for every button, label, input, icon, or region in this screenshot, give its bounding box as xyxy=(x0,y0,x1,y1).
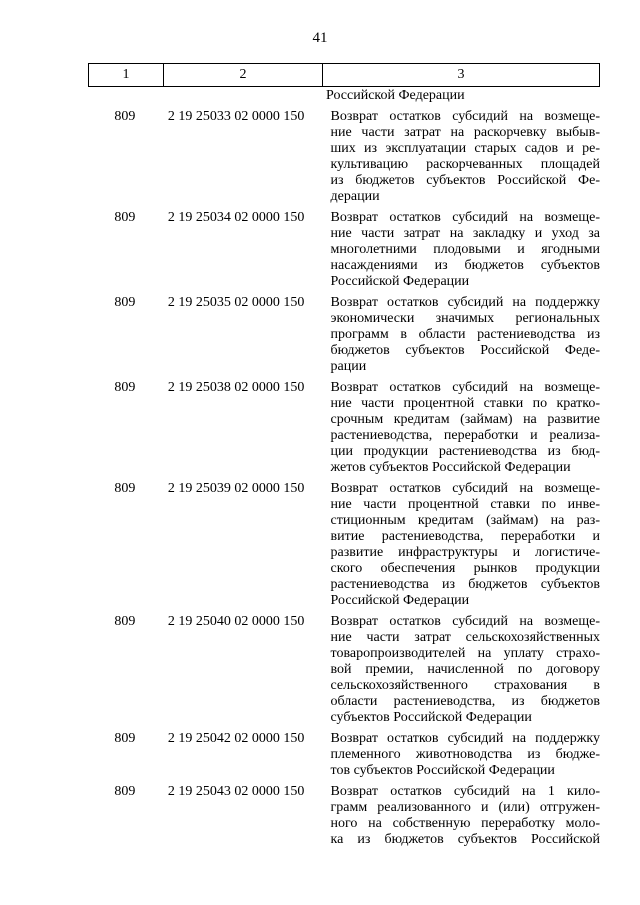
description-line: культивацию раскорчеванных площадей xyxy=(330,157,600,172)
budget-classification-code: 2 19 25038 02 0000 150 xyxy=(167,380,305,395)
admin-code: 809 xyxy=(114,380,136,395)
income-description xyxy=(331,481,600,609)
table-header xyxy=(88,63,600,87)
description-line: ние части затрат сельскохозяйственных xyxy=(330,630,600,645)
description-line: экономически значимых региональных xyxy=(330,311,600,326)
table-row xyxy=(88,731,600,779)
description-line: программ в области растениеводства из xyxy=(330,327,600,342)
income-description xyxy=(331,295,600,375)
description-line: Возврат остатков субсидий на возмеще- xyxy=(330,614,600,629)
description-line: растениеводства, переработки и реализа- xyxy=(330,428,600,443)
description-line: из бюджетов субъектов Российской Фе- xyxy=(330,173,600,188)
table-row xyxy=(88,109,600,205)
income-description xyxy=(331,210,600,290)
description-line: Возврат остатков субсидий на поддержку xyxy=(330,731,600,746)
description-line: витие растениеводства, переработки и xyxy=(330,529,600,544)
continuation-text: Российской Федерации xyxy=(326,88,465,103)
description-line: племенного животноводства из бюдже- xyxy=(330,747,600,762)
description-line: товаропроизводителей на уплату страхо- xyxy=(330,646,600,661)
table-row xyxy=(88,614,600,726)
description-line: Возврат остатков субсидий на возмеще- xyxy=(330,380,600,395)
admin-code: 809 xyxy=(114,210,136,225)
income-description xyxy=(331,109,600,205)
budget-classification-code: 2 19 25034 02 0000 150 xyxy=(167,210,305,225)
budget-classification-code: 2 19 25040 02 0000 150 xyxy=(167,614,305,629)
description-line: Возврат остатков субсидий на возмеще- xyxy=(330,109,600,124)
description-line: ного на собственную переработку моло- xyxy=(330,816,600,831)
description-line: ших из эксплуатации старых садов и ре- xyxy=(330,141,600,156)
description-line: жетов субъектов Российской Федерации xyxy=(330,460,571,475)
table-row xyxy=(88,380,600,476)
admin-code: 809 xyxy=(114,614,136,629)
budget-classification-code: 2 19 25039 02 0000 150 xyxy=(167,481,305,496)
description-line: ции продукции растениеводства из бюд- xyxy=(330,444,600,459)
description-line: рации xyxy=(330,359,367,374)
income-description xyxy=(331,784,600,848)
description-line: многолетними плодовыми и ягодными xyxy=(330,242,600,257)
description-line: Возврат остатков субсидий на поддержку xyxy=(330,295,600,310)
description-line: области растениеводства, из бюджетов xyxy=(330,694,600,709)
header-col-2: 2 xyxy=(164,64,323,86)
description-line: грамм реализованного и (или) отгружен- xyxy=(330,800,600,815)
description-line: ского обеспечения рынков продукции xyxy=(330,561,600,576)
description-line: растениеводства из бюджетов субъектов xyxy=(330,577,600,592)
header-col-1: 1 xyxy=(89,64,164,86)
budget-classification-code: 2 19 25035 02 0000 150 xyxy=(167,295,305,310)
description-line: вой премии, начисленной по договору xyxy=(330,662,600,677)
description-line: ка из бюджетов субъектов Российской xyxy=(330,832,600,847)
page-number: 41 xyxy=(312,30,328,46)
income-description xyxy=(331,731,600,779)
description-line: тов субъектов Российской Федерации xyxy=(330,763,555,778)
description-line: ние части затрат на закладку и уход за xyxy=(330,226,600,241)
description-line: Возврат остатков субсидий на возмеще- xyxy=(330,481,600,496)
table-row xyxy=(88,295,600,375)
income-description xyxy=(331,614,600,726)
description-line: стиционным кредитам (займам) на раз- xyxy=(330,513,600,528)
description-line: развитие инфраструктуры и логистиче- xyxy=(330,545,600,560)
description-line: бюджетов субъектов Российской Феде- xyxy=(330,343,600,358)
table-row xyxy=(88,784,600,848)
description-line: субъектов Российской Федерации xyxy=(330,710,532,725)
description-line: ние части затрат на раскорчевку выбыв- xyxy=(330,125,600,140)
description-line: Возврат остатков субсидий на 1 кило- xyxy=(330,784,600,799)
admin-code: 809 xyxy=(114,784,136,799)
description-line: дерации xyxy=(330,189,380,204)
description-line: сельскохозяйственного страхования в xyxy=(330,678,600,693)
table-row xyxy=(88,210,600,290)
description-line: Российской Федерации xyxy=(330,593,470,608)
description-line: Российской Федерации xyxy=(330,274,470,289)
header-col-3: 3 xyxy=(457,67,465,82)
table-body xyxy=(88,109,600,853)
admin-code: 809 xyxy=(114,109,136,124)
budget-classification-code: 2 19 25033 02 0000 150 xyxy=(167,109,305,124)
description-line: насаждениями из бюджетов субъектов xyxy=(330,258,600,273)
income-description xyxy=(331,380,600,476)
admin-code: 809 xyxy=(114,295,136,310)
admin-code: 809 xyxy=(114,481,136,496)
description-line: срочным кредитам (займам) на развитие xyxy=(330,412,600,427)
budget-classification-code: 2 19 25042 02 0000 150 xyxy=(167,731,305,746)
budget-classification-code: 2 19 25043 02 0000 150 xyxy=(167,784,305,799)
description-line: Возврат остатков субсидий на возмеще- xyxy=(330,210,600,225)
description-line: ние части процентной ставки по кратко- xyxy=(330,396,600,411)
description-line: ние части процентной ставки по инве- xyxy=(330,497,600,512)
table-row xyxy=(88,481,600,609)
admin-code: 809 xyxy=(114,731,136,746)
